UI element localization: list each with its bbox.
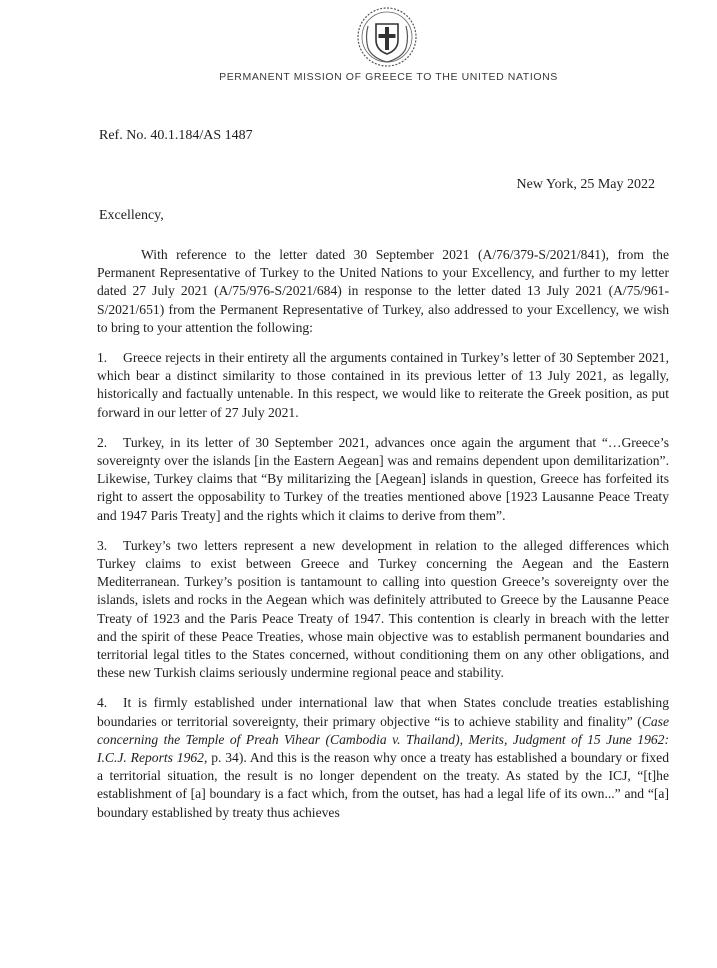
paragraph-number: 1. (97, 350, 108, 366)
numbered-paragraph (97, 537, 669, 683)
numbered-paragraph (97, 434, 669, 525)
numbered-paragraph (97, 694, 669, 821)
paragraph-text: Turkey, in its letter of 30 September 2021, advances once again the argument that “…Greece’s sovereignty over the islands [in the Eastern Aegean] was and remains dependent upon demilitarization”. Likewise, Turkey claims that “By militarizing the [Aegean] islands in question, Greece has forfeited its right to assert the opposability to Turkey of the treaties mentioned above [1923 Lausanne Peace Treaty and 1947 Paris Treaty] and the rights which it claims to derive from them”. (97, 434, 669, 523)
paragraph-text: Turkey’s two letters represent a new development in relation to the alleged differences which Turkey claims to exist between Greece and Turkey concerning the Aegean and the Eastern Mediterranean. Turkey’s position is tantamount to calling into question Greece’s sovereignty over the islands, islets and rocks in the Aegean which was definitely attributed to Greece by the Lausanne Peace Treaty of 1923 and the Paris Peace Treaty of 1947. This contention is clearly in breach with the letter and the spirit of these Peace Treaties, whose main objective was to establish permanent boundaries and territorial legal titles to the States concerned, without conditioning them on any other obligations, and these new Turkish claims seriously undermine regional peace and stability. (97, 537, 669, 681)
place-date: New York, 25 May 2022 (516, 177, 655, 192)
paragraph-number: 2. (97, 434, 108, 450)
greek-coat-of-arms-icon (356, 6, 418, 68)
numbered-paragraph (97, 349, 669, 422)
paragraph-text-before: It is firmly established under international law that when States conclude treaties establishing boundaries or territorial sovereignty, their primary objective “is to achieve stability and finality” ( (97, 695, 669, 729)
letter-body (97, 246, 669, 834)
reference-number: Ref. No. 40.1.184/AS 1487 (99, 128, 253, 143)
case-citation: Case concerning the Temple of Preah Vihear (Cambodia v. Thailand), Merits, Judgment of 15 June 1962: I.C.J. Reports 1962 (97, 713, 669, 766)
paragraph-number: 4. (97, 695, 108, 711)
paragraph-number: 3. (97, 537, 108, 553)
paragraph-text-after: , p. 34). And this is the reason why once a treaty has established a boundary or fixed a territorial situation, the result is no longer dependent on the treaty. As stated by the ICJ, “[t]he establishment of [a] boundary is a fact which, from the outset, has had a legal life of its own...” and “[a] boundary established by treaty thus achieves (97, 750, 669, 820)
salutation: Excellency, (99, 208, 164, 223)
mission-name: PERMANENT MISSION OF GREECE TO THE UNITED NATIONS (219, 71, 558, 83)
paragraph-text: Greece rejects in their entirety all the arguments contained in Turkey’s letter of 30 September 2021, which bear a distinct similarity to those contained in its previous letter of 13 July 2021, as legally, historically and factually untenable. In this respect, we would like to reiterate the Greek position, as put forward in our letter of 27 July 2021. (97, 350, 669, 420)
intro-paragraph: With reference to the letter dated 30 September 2021 (A/76/379-S/2021/841), from the Permanent Representative of Turkey to the United Nations to your Excellency, and further to my letter dated 27 July 2021 (A/75/976-S/2021/684) in response to the letter dated 13 July 2021 (A/75/961-S/2021/651) from the Permanent Representative of Turkey, also addressed to your Excellency, we wish to bring to your attention the following: (97, 247, 669, 335)
